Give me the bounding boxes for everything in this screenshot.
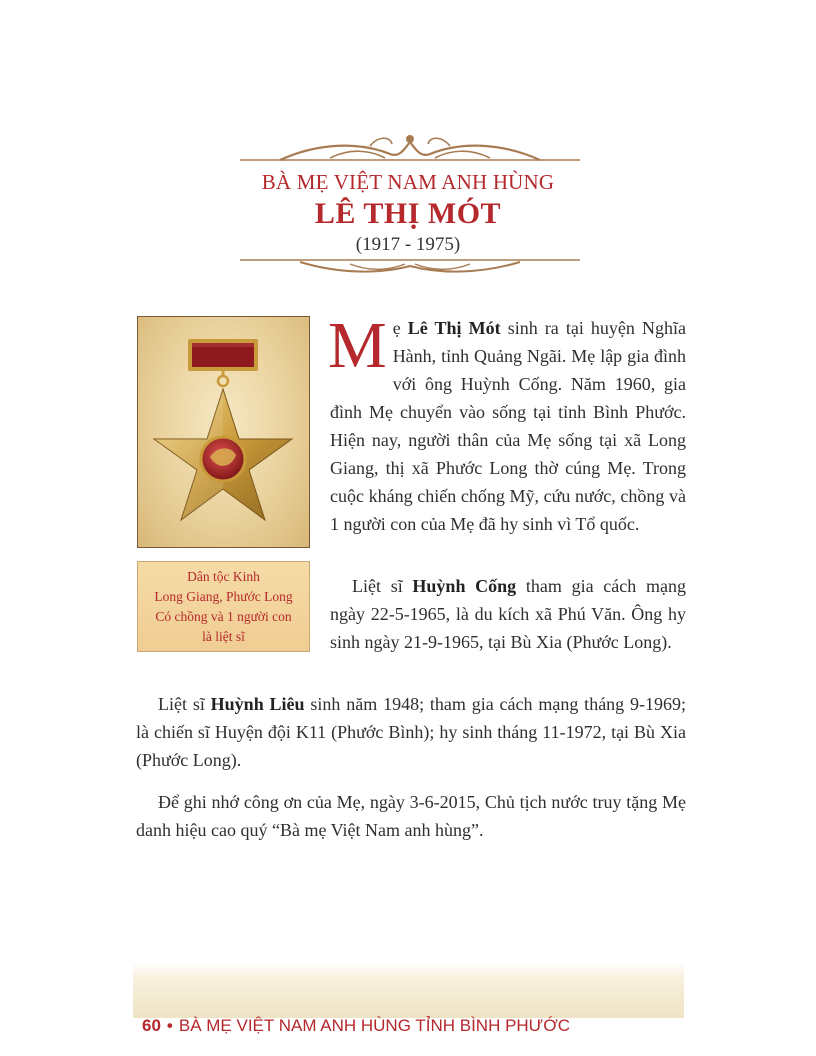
- text-span: Liệt sĩ: [158, 694, 211, 714]
- caption-line: Có chồng và 1 người con: [155, 609, 292, 624]
- page-number: 60: [142, 1016, 161, 1035]
- paragraph-husband: [330, 572, 686, 656]
- page-title: LÊ THỊ MÓT: [314, 197, 502, 230]
- paragraph-honor: Để ghi nhớ công ơn của Mẹ, ngày 3-6-2015, Chủ tịch nước truy tặng Mẹ danh hiệu cao quý “Bà mẹ Việt Nam anh hùng”.: [136, 792, 686, 840]
- footer-separator: •: [166, 1016, 173, 1035]
- footer-band: [133, 962, 684, 1018]
- text-span: sinh năm 1948; tham gia cách mạng tháng 9-1969; là chiến sĩ Huyện đội K11 (Phước Bình); hy sinh tháng 11-1972, tại Bù Xia (Phước Long).: [136, 694, 687, 770]
- ornament-bottom: [240, 252, 580, 278]
- page-footer: [142, 1016, 570, 1036]
- caption-line: Long Giang, Phước Long: [154, 589, 293, 604]
- paragraph-intro: [328, 309, 686, 538]
- caption-line: là liệt sĩ: [202, 629, 245, 644]
- bold-name: Huỳnh Cống: [412, 576, 517, 596]
- photo-caption: [137, 561, 310, 652]
- text-span: ẹ: [392, 318, 408, 338]
- drop-cap: M: [328, 309, 387, 382]
- caption-line: Dân tộc Kinh: [187, 569, 260, 584]
- text-span: Liệt sĩ: [352, 576, 413, 596]
- text-span: tham gia cách mạng ngày 22-5-1965, là du kích xã Phú Văn. Ông hy sinh ngày 21-9-1965, tại Bù Xia (Phước Long).: [330, 576, 686, 652]
- life-years: (1917 - 1975): [355, 234, 461, 255]
- page-subtitle: BÀ MẸ VIỆT NAM ANH HÙNG: [261, 170, 555, 194]
- bold-name: Lê Thị Mót: [407, 318, 501, 338]
- ornament-top: [240, 128, 580, 168]
- medal-photo: [137, 316, 310, 548]
- text-span: sinh ra tại huyện Nghĩa Hành, tỉnh Quảng Ngãi. Mẹ lập gia đình với ông Huỳnh Cống. Năm 1960, gia đình Mẹ chuyển vào sống tại tỉnh Bình Phước. Hiện nay, người thân của Mẹ sống tại xã Long Giang, thị xã Phước Long thờ cúng Mẹ. Trong cuộc kháng chiến chống Mỹ, cứu nước, chồng và 1 người con của Mẹ đã hy sinh vì Tổ quốc.: [330, 318, 686, 534]
- bold-name: Huỳnh Liêu: [210, 694, 305, 714]
- hero-star-medal-icon: [138, 317, 309, 547]
- book-title: BÀ MẸ VIỆT NAM ANH HÙNG TỈNH BÌNH PHƯỚC: [178, 1016, 571, 1035]
- paragraph-son: [136, 690, 686, 774]
